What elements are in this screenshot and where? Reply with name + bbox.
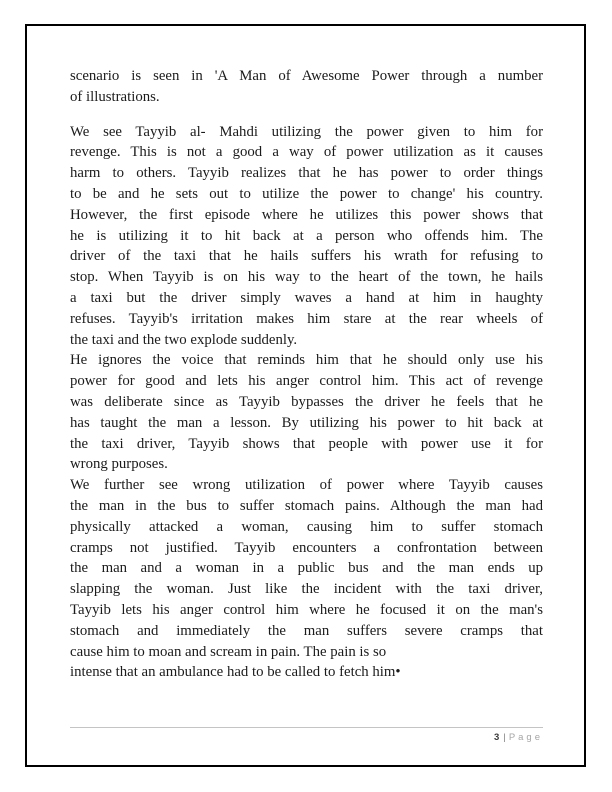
text-line: revenge. This is not a good a way of power utilization as it causes [70,144,543,161]
text-line: intense that an ambulance had to be called to fetch him• [70,664,401,681]
text-line: of illustrations. [70,88,160,105]
text-line: We see Tayyib al- Mahdi utilizing the power given to him for [70,123,543,140]
paragraph [70,350,543,475]
text-line: was deliberate since as Tayyib bypasses the driver he feels that he [70,393,543,410]
page-footer [70,731,543,745]
text-line: stop. When Tayyib is on his way to the heart of the town, he hails [70,269,543,286]
text-line: the man in the bus to suffer stomach pains. Although the man had [70,497,543,514]
text-line: slapping the woman. Just like the incident with the taxi driver, [70,581,543,598]
text-line: power for good and lets his anger control him. This act of revenge [70,373,543,390]
text-line: harm to others. Tayyib realizes that he has power to order things [70,165,543,182]
text-line: has taught the man a lesson. By utilizing his power to hit back at [70,414,543,431]
text-line: We further see wrong utilization of power where Tayyib causes [70,477,543,494]
text-line: Tayyib lets his anger control him where he focused it on the man's [70,601,543,618]
text-line: refuses. Tayyib's irritation makes him stare at the rear wheels of [70,310,543,327]
page-number: 3 [494,732,500,743]
text-line: physically attacked a woman, causing him to suffer stomach [70,518,543,535]
paragraph [70,122,543,351]
text-line: the man and a woman in a public bus and the man ends up [70,560,543,577]
text-line: He ignores the voice that reminds him that he should only use his [70,352,543,369]
text-line: scenario is seen in 'A Man of Awesome Power through a number [70,68,543,84]
footer-divider [70,727,543,728]
text-line: the taxi and the two explode suddenly. [70,331,298,348]
text-line: the taxi driver, Tayyib shows that people with power use it for [70,435,543,452]
text-column [70,66,543,683]
text-line: he is utilizing it to hit back at a person who offends him. The [70,227,543,244]
text-line: However, the first episode where he utilizes this power shows that [70,206,543,223]
text-line: to be and he sets out to utilize the power to change' his country. [70,185,543,202]
text-line: cramps not justified. Tayyib encounters a confrontation between [70,539,543,556]
text-line: a taxi but the driver simply waves a hand at him in haughty [70,289,543,306]
text-line: cause him to moan and scream in pain. The pain is so [70,643,387,660]
paragraph [70,66,543,108]
paragraph [70,475,543,683]
page-label: Page [508,732,543,743]
text-line: stomach and immediately the man suffers severe cramps that [70,622,543,639]
footer-separator: | [503,732,506,743]
text-line: driver of the taxi that he hails suffers his wrath for refusing to [70,248,543,265]
text-line: wrong purposes. [70,456,168,473]
